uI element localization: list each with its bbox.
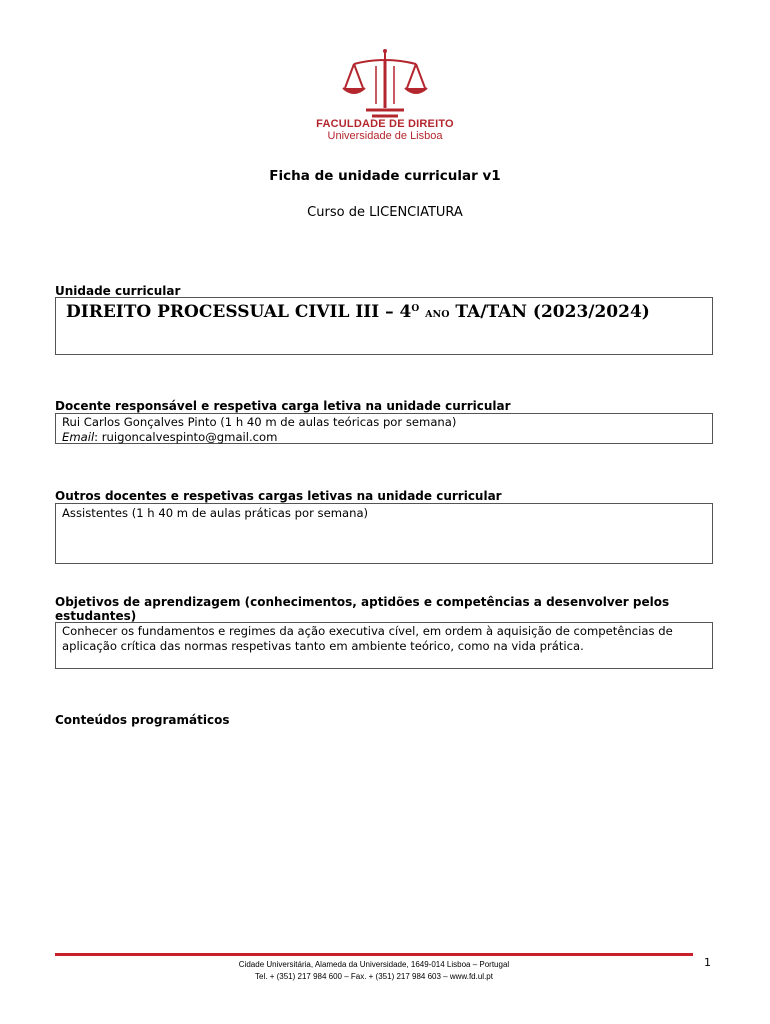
conteudos-label: Conteúdos programáticos — [55, 713, 230, 727]
outros-docentes-box — [55, 503, 713, 564]
document-subtitle: Curso de LICENCIATURA — [307, 205, 463, 220]
docente-text — [56, 414, 712, 447]
page-number: 1 — [704, 956, 711, 969]
logo-text-university: Universidade de Lisboa — [327, 130, 443, 142]
docente-line: Rui Carlos Gonçalves Pinto (1 h 40 m de aulas teóricas por semana) — [62, 415, 457, 429]
uc-title-main: DIREITO PROCESSUAL CIVIL III – 4 — [66, 302, 412, 322]
docente-box — [55, 413, 713, 444]
unidade-curricular-box — [55, 297, 713, 355]
uc-title-ano: ANO — [425, 309, 450, 320]
email-label: Email — [62, 430, 95, 444]
footer-contacts: Tel. + (351) 217 984 600 – Fax. + (351) 217 984 603 – www.fd.ul.pt — [255, 972, 493, 981]
footer-address: Cidade Universitária, Alameda da Universidade, 1649-014 Lisboa – Portugal — [238, 960, 510, 969]
outros-docentes-text: Assistentes (1 h 40 m de aulas práticas por semana) — [62, 506, 369, 520]
objetivos-label: Objetivos de aprendizagem (conhecimentos, aptidões e competências a desenvolver pelos estudantes) — [55, 595, 670, 623]
objetivos-box — [55, 622, 713, 669]
objetivos-text: Conhecer os fundamentos e regimes da ação executiva cível, em ordem à aquisição de competências de aplicação crítica das normas respetivas tanto em ambiente teórico, como na vida prática. — [62, 624, 673, 653]
unidade-curricular-title — [56, 298, 712, 322]
outros-docentes-label: Outros docentes e respetivas cargas letivas na unidade curricular — [55, 489, 502, 503]
email-value: : ruigoncalvespinto@gmail.com — [94, 430, 278, 444]
docente-label: Docente responsável e respetiva carga letiva na unidade curricular — [55, 399, 511, 413]
logo-text-institution: FACULDADE DE DIREITO — [316, 118, 454, 130]
unidade-curricular-label: Unidade curricular — [55, 284, 181, 298]
document-title: Ficha de unidade curricular v1 — [269, 168, 501, 184]
uc-title-ordinal: O — [411, 304, 420, 314]
uc-title-rest: TA/TAN (2023/2024) — [455, 302, 650, 322]
scales-of-justice-icon — [340, 48, 430, 120]
footer-rule — [55, 953, 693, 956]
docente-email — [62, 430, 706, 445]
